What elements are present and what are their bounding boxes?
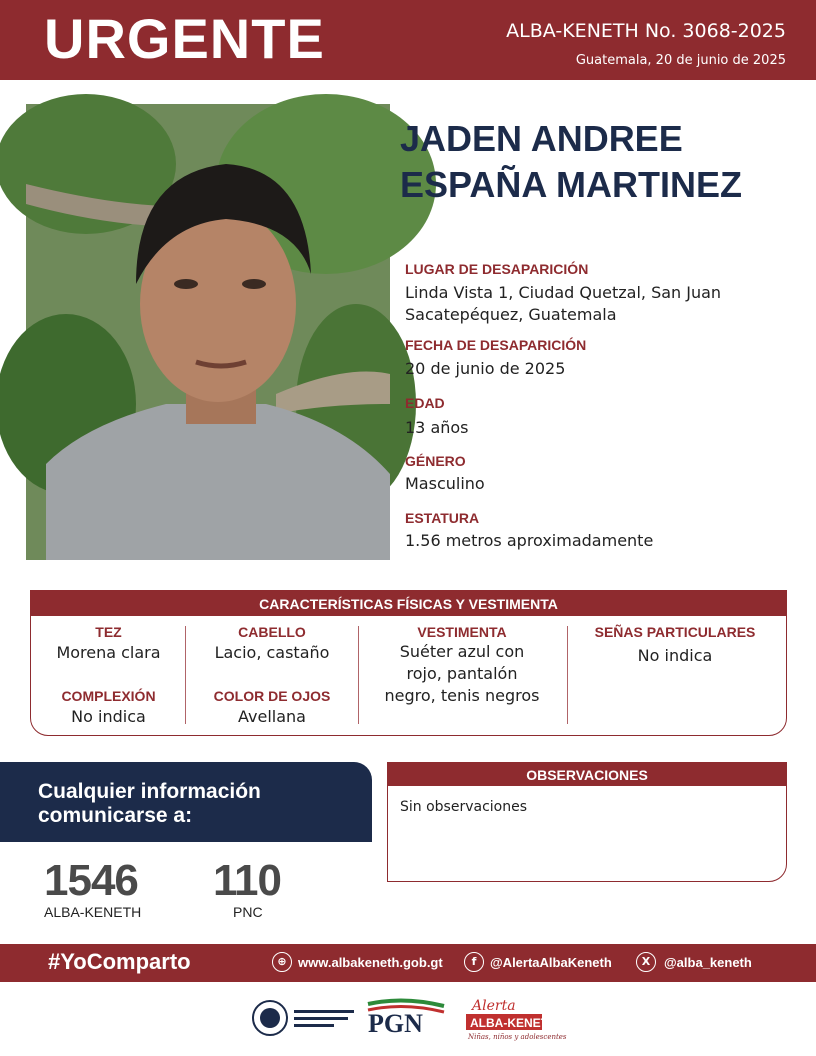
complexion-label: COMPLEXIÓN [61,688,156,704]
pgn-logo [364,996,450,1040]
contact-text [38,780,358,828]
person-photo [26,104,390,560]
ojos-value: Avellana [238,707,306,726]
cabello-value: Lacio, castaño [214,643,330,662]
alerta-alba-keneth-logo [464,996,567,1042]
lugar-line-2: Sacatepéquez, Guatemala [405,305,617,324]
lugar-line-1: Linda Vista 1, Ciudad Quetzal, San Juan [405,283,722,302]
cabello-label: CABELLO [238,624,306,640]
person-name [400,116,800,208]
genero-value: Masculino [405,474,485,493]
name-line-2: ESPAÑA MARTINEZ [400,164,742,205]
estatura-label: ESTATURA [405,510,480,526]
phone-label-alba-keneth: ALBA-KENETH [44,904,142,920]
column-divider [358,626,359,724]
urgent-title: URGENTE [44,7,325,70]
characteristics-title: CARACTERÍSTICAS FÍSICAS Y VESTIMENTA [259,596,558,612]
phone-number-pnc[interactable]: 110 [213,856,281,905]
observations-title: OBSERVACIONES [526,767,648,783]
senas-value: No indica [637,646,713,665]
column-divider [185,626,186,724]
lugar-value [405,282,795,326]
x-twitter-icon: X [636,952,656,972]
edad-value: 13 años [405,418,469,437]
vestimenta-line-1: Suéter azul con [399,642,525,661]
senas-label: SEÑAS PARTICULARES [594,624,756,640]
web-icon: ⊕ [272,952,292,972]
website-link[interactable]: www.albakeneth.gob.gt [298,955,443,970]
facebook-icon: f [464,952,484,972]
vestimenta-line-2: rojo, pantalón [406,664,518,683]
case-number: ALBA-KENETH No. 3068-2025 [506,20,786,42]
phone-label-pnc: PNC [233,904,263,920]
contact-line-2: comunicarse a: [38,804,193,827]
complexion-value: No indica [71,707,146,726]
twitter-link[interactable]: @alba_keneth [664,955,752,970]
tez-label: TEZ [95,624,122,640]
tez-value: Morena clara [56,643,161,662]
facebook-link[interactable]: @AlertaAlbaKeneth [490,955,612,970]
case-date: Guatemala, 20 de junio de 2025 [575,53,786,68]
svg-text:ALBA-KENETH: ALBA-KENETH [470,1016,557,1030]
contact-line-1: Cualquier información [38,780,261,803]
observations-text: Sin observaciones [400,799,528,815]
fecha-label: FECHA DE DESAPARICIÓN [405,337,587,353]
svg-text:Alerta: Alerta [472,998,516,1014]
vestimenta-line-3: negro, tenis negros [384,686,540,705]
hashtag[interactable]: #YoComparto [48,949,191,974]
svg-text:PGN: PGN [368,1009,423,1038]
ojos-label: COLOR DE OJOS [213,688,331,704]
phone-number-alba-keneth[interactable]: 1546 [44,856,138,905]
lugar-label: LUGAR DE DESAPARICIÓN [405,261,589,277]
name-line-1: JADEN ANDREE [400,118,683,159]
genero-label: GÉNERO [405,453,466,469]
vestimenta-value [362,641,562,707]
column-divider [567,626,568,724]
government-logo [250,996,360,1040]
fecha-value: 20 de junio de 2025 [405,359,566,378]
edad-label: EDAD [405,395,445,411]
vestimenta-label: VESTIMENTA [417,624,507,640]
estatura-value: 1.56 metros aproximadamente [405,531,654,550]
svg-text:Niñas, niños y adolescentes: Niñas, niños y adolescentes [468,1033,567,1041]
